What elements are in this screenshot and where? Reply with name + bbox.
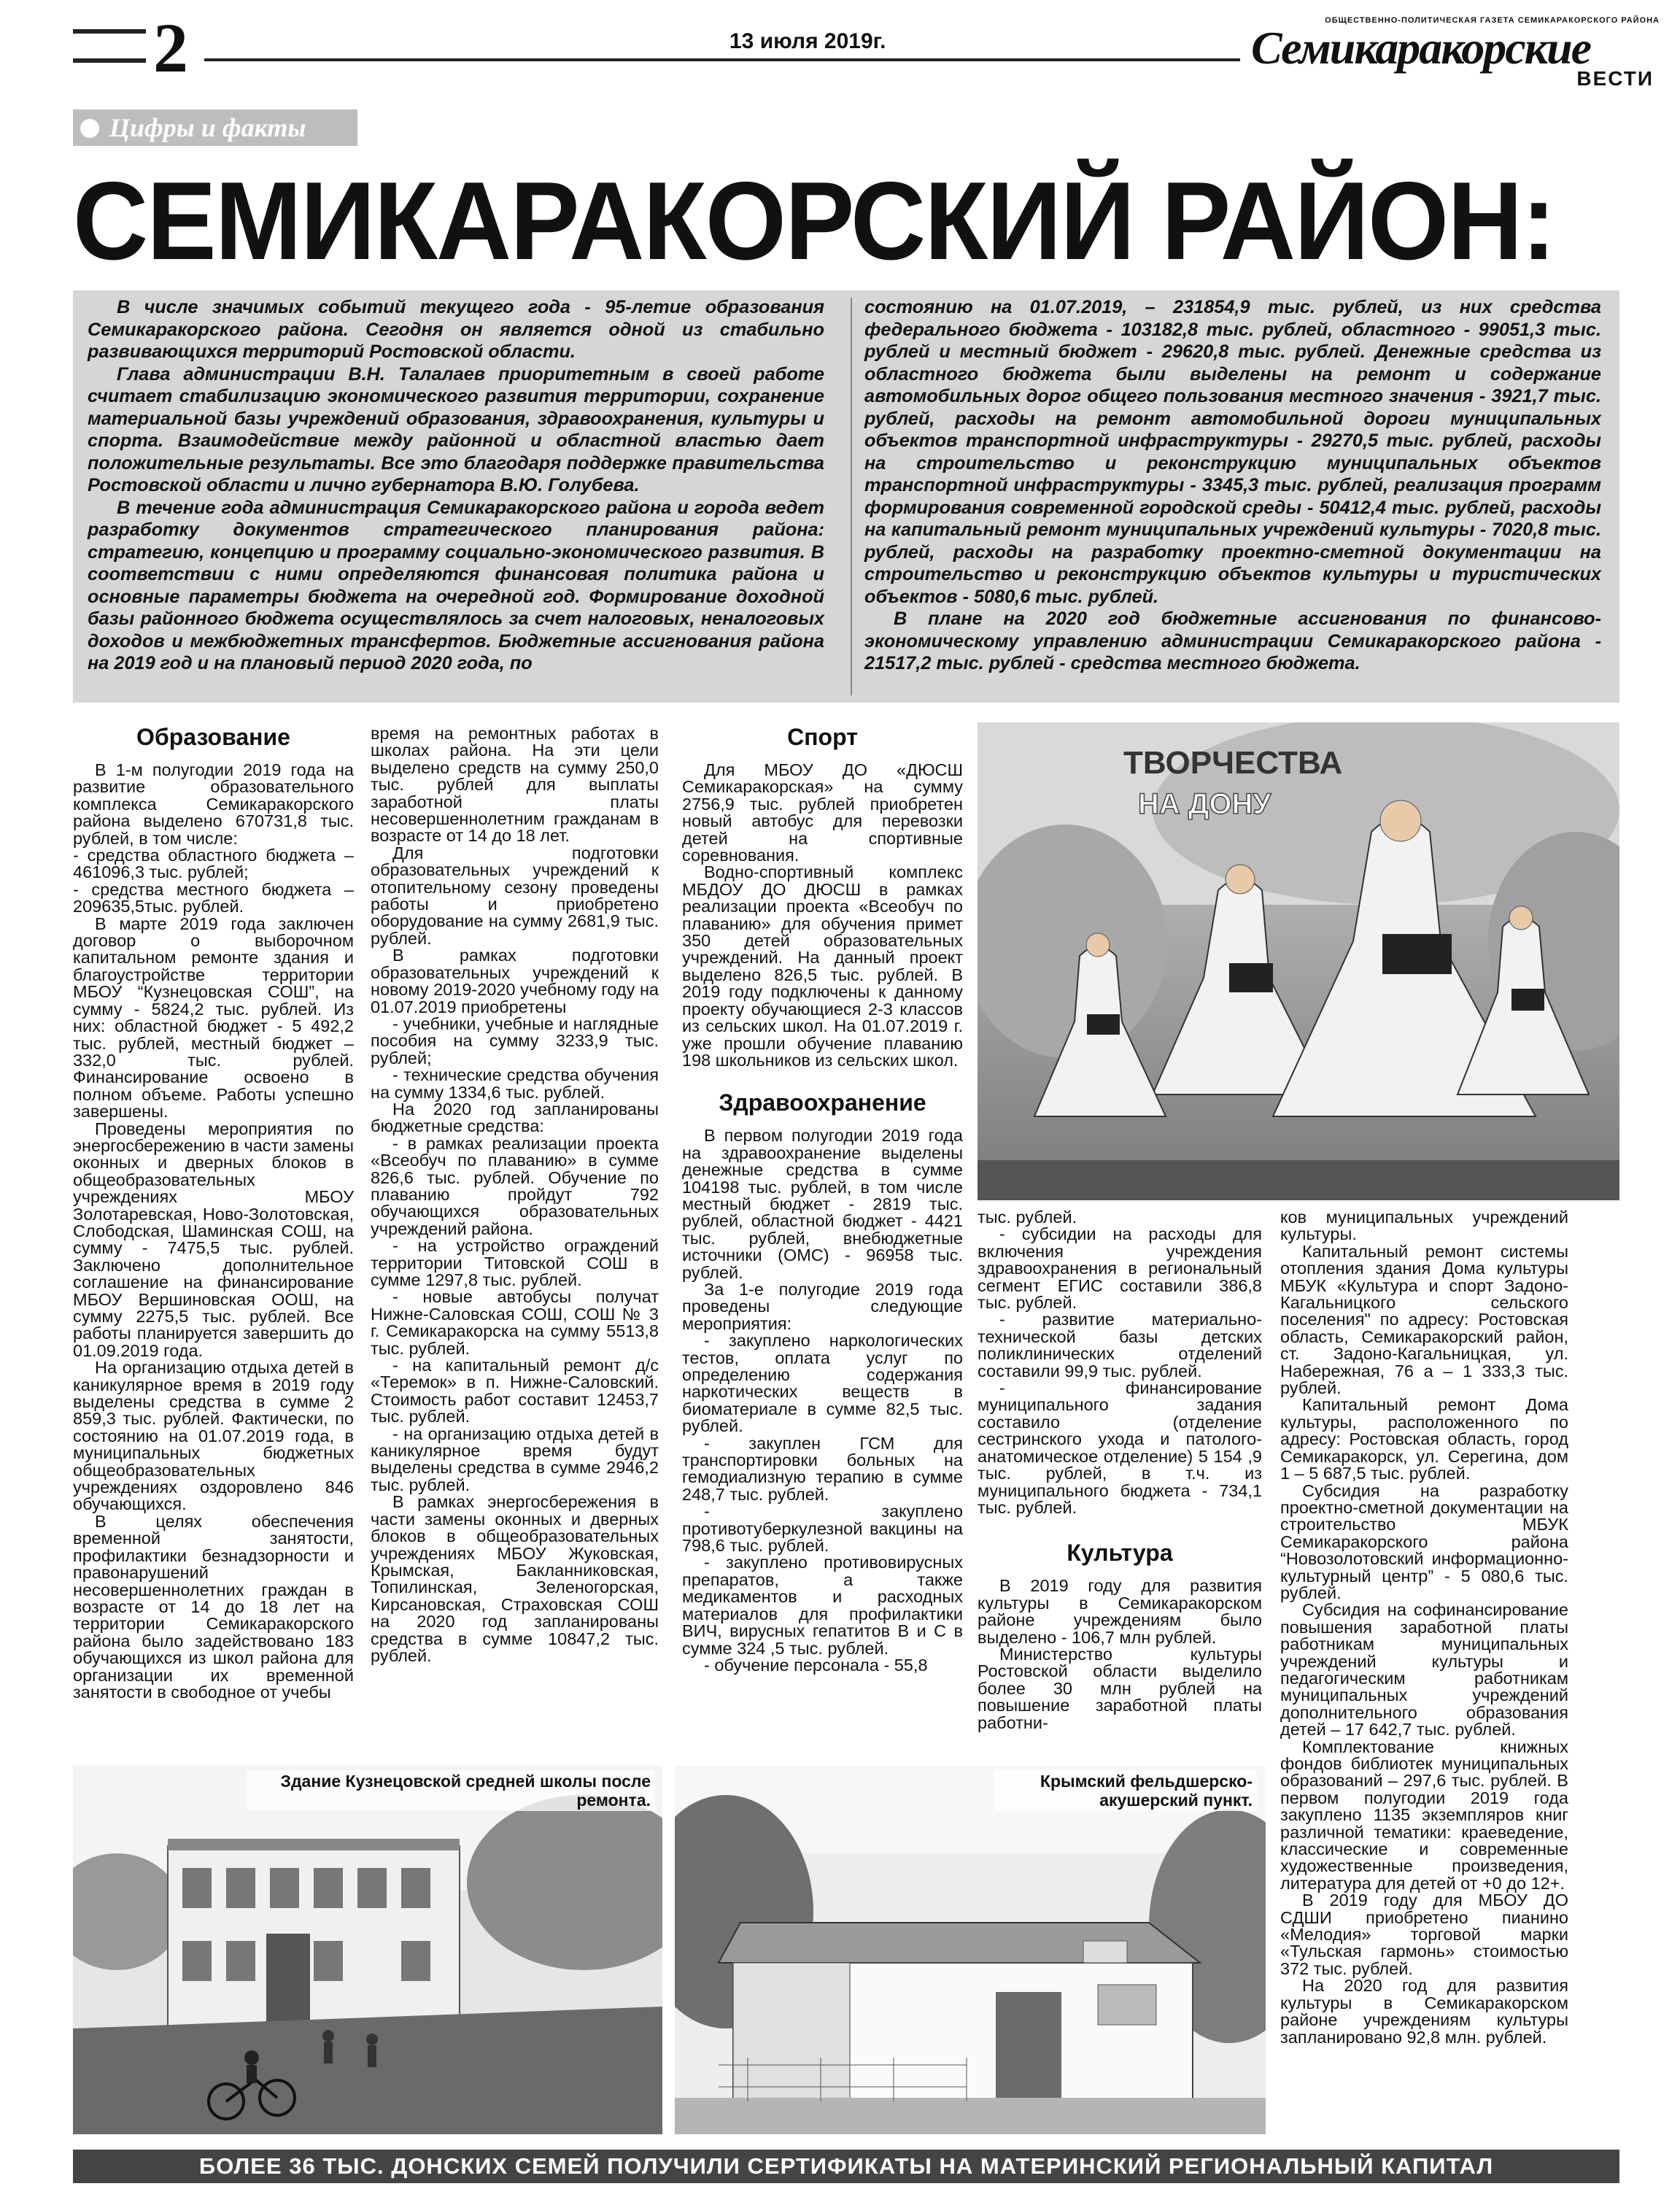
article-paragraph: Субсидия на софинансирование повышения заработной платы работникам муниципальных учреждений культуры и педагогическим работникам муниципальных учреждений дополнительного образования детей – 17 642,7 тыс. рублей. [1280, 1600, 1568, 1740]
lead-paragraph: В плане на 2020 год бюджетные ассигнования по финансово-экономическому управлению администрации Семикаракорского района - 21517,2 тыс. рублей - средства местного бюджета. [864, 609, 1601, 673]
article-paragraph: В рамках подготовки образовательных учреждений к новому 2019-2020 учебному году на 01.07.2019 приобретены [371, 946, 659, 1016]
article-paragraph: В марте 2019 года заключен договор о выборочном капитальном ремонте здания и благоустройстве территории МБОУ “Кузнецовская СОШ”, на сумму - 5824,2 тыс. рублей. Из них: областной бюджет - 5 492,2 тыс. рублей, местный бюджет – 332,0 тыс. рублей. Финансирование освоено в полном объеме. Работы успешно завершены. [73, 914, 354, 1121]
school-photo-caption: Здание Кузнецовской средней школы после ремонта. [247, 1770, 655, 1811]
header-rule-left [73, 29, 146, 34]
article-paragraph: - субсидии на расходы для включения учреждения здравоохранения в региональный сегмент ЕГИС составили 386,8 тыс. рублей. [978, 1224, 1262, 1313]
rubric-label: Цифры и факты [73, 109, 357, 146]
dance-photo-image [978, 722, 1619, 1200]
section-title-sport: Спорт [787, 724, 858, 750]
article-paragraph: - на капитальный ремонт д/с «Теремок» в п. Нижне-Саловский. Стоимость работ составит 12453,7 тыс. рублей. [371, 1356, 659, 1426]
masthead-name: Семикаракорские [1251, 22, 1591, 74]
fap-photo [675, 1766, 1266, 2134]
article-paragraph: ков муниципальных учреждений культуры. [1280, 1208, 1568, 1244]
header-rule-left-2 [73, 58, 146, 63]
article-paragraph: Капитальный ремонт системы отопления здания Дома культуры МБУК «Культура и спорт Задоно-Кагальницкого сельского поселения" по адресу: Ростовская область, Семикаракорский район, ст. Задоно-Кагальницкая, ул. Набережная, 76 а – 1 333,3 тыс. рублей. [1280, 1241, 1568, 1398]
article-paragraph: Для подготовки образовательных учреждений к отопительному сезону проведены работы и приобретено оборудование на сумму 2681,9 тыс. рублей. [371, 843, 659, 948]
culture-column [1280, 1209, 1568, 2046]
article-paragraph: - технические средства обучения на сумму 1334,6 тыс. рублей. [371, 1065, 659, 1102]
article-paragraph: На 2020 год для развития культуры в Семикаракорском районе учреждениям культуры запланировано 92,8 млн. рублей. [1280, 1976, 1568, 2047]
article-paragraph: На организацию отдыха детей в каникулярное время в 2019 году выделены средства в сумме 2 859,3 тыс. рублей. Фактически, по состоянию на 01.07.2019 года, в муниципальных бюджетных общеобразовательных учреждениях оздоровлено 846 обучающихся. [73, 1358, 354, 1514]
school-photo-image [73, 1766, 662, 2134]
fap-photo-image [675, 1766, 1266, 2134]
article-paragraph: - на устройство ограждений территории Титовской СОШ в сумме 1297,8 тыс. рублей. [371, 1236, 659, 1289]
article-paragraph: Для МБОУ ДО «ДЮСШ Семикаракорская» на сумму 2756,9 тыс. рублей приобретен новый автобус для перевозки детей на спортивные соревнования. [682, 760, 963, 865]
article-paragraph: В целях обеспечения временной занятости, профилактики безнадзорности и правонарушений несовершеннолетних граждан в возрасте от 14 до 18 лет на территории Семикаракорского района было задействовано 183 обучающихся из школ района для организации их временной занятости в свободное от учебы [73, 1511, 354, 1702]
article-paragraph: Капитальный ремонт Дома культуры, расположенного по адресу: Ростовская область, город Семикаракорск, ул. Серегина, дом 1 – 5 687,5 тыс. рублей. [1280, 1395, 1568, 1483]
masthead [1251, 16, 1660, 89]
article-paragraph: - закуплено наркологических тестов, оплата услуг по определению содержания наркотических веществ в биоматериале в сумме 82,5 тыс. рублей. [682, 1331, 963, 1436]
article-paragraph: - учебники, учебные и наглядные пособия на сумму 3233,9 тыс. рублей; [371, 1014, 659, 1068]
section-title-culture: Культура [1067, 1540, 1173, 1567]
lead-paragraph: В течение года администрация Семикаракорского района и города ведет разработку документов стратегического планирования района: стратегию, концепцию и программу социально-экономического развития. В соответствии с ними определяются финансовая политика района и основные параметры бюджета на очередной год. Формирование доходной базы районного бюджета осуществлялось за счет налоговых, неналоговых доходов и межбюджетных трансфертов. Бюджетные ассигнования района на 2019 год и на плановый период 2020 года, по [88, 497, 824, 673]
article-paragraph: - финансирование муниципального задания составило (отделение сестринского ухода и патолого-анатомическое отделение) 5 154 ,9 тыс. рублей, в т.ч. из муниципального бюджета - 734,1 тыс. рублей. [978, 1378, 1262, 1517]
issue-date: 13 июля 2019г. [729, 29, 886, 53]
article-paragraph: Комплектование книжных фондов библиотек муниципальных образований – 297,6 тыс. рублей. В первом полугодии 2019 года закуплено 1135 экземпляров книг различной тематики: краеведение, классические и современные художественные произведения, литература для детей от +0 до 12+. [1280, 1737, 1568, 1893]
section-title-health: Здравоохранение [719, 1089, 926, 1116]
fap-photo-caption: Крымский фельдшерско-акушерский пункт. [994, 1770, 1257, 1811]
lead-paragraph: Глава администрации В.Н. Талалаев приоритетным в своей работе считает стабилизацию экономического развития территории, сохранение материальной базы учреждений образования, здравоохранения, культуры и спорта. Взаимодействие между районной и областной властью дает положительные результаты. Все это благодаря поддержке правительства Ростовской области и лично губернатора В.Ю. Голубева. [88, 363, 824, 495]
article-paragraph: - на организацию отдыха детей в каникулярное время будут выделены средства в сумме 2946,2 тыс. рублей. [371, 1424, 659, 1494]
dance-photo [978, 722, 1619, 1200]
sport-health-column [682, 722, 963, 1674]
masthead-tagline: ОБЩЕСТВЕННО-ПОЛИТИЧЕСКАЯ ГАЗЕТА СЕМИКАРАКОРСКОГО РАЙОНА [1325, 16, 1660, 25]
article-paragraph: Водно-спортивный комплекс МБДОУ ДО ДЮСШ в рамках реализации проекта «Всеобуч по плаванию» для обучения примет 350 детей образовательных учреждений. На данный проект выделено 826,5 тыс. рублей. В 2019 году подключены к данному проекту обучающиеся 2-3 классов из сельских школ. На 01.07.2019 г. уже прошли обучение плаванию 198 школьников из сельских школ. [682, 862, 963, 1070]
article-paragraph: - закуплен ГСМ для транспортировки больных на гемодиализную терапию в сумме 248,7 тыс. рублей. [682, 1433, 963, 1504]
banner-text-2: НА ДОНУ [1138, 788, 1271, 820]
education-column-continued [371, 725, 659, 1664]
section-title-education: Образование [136, 724, 290, 750]
rubric-bullet-icon [80, 119, 99, 138]
article-paragraph: - обучение персонала - 55,8 [704, 1655, 928, 1675]
article-paragraph: - развитие материально-технической базы детских поликлинических отделений составили 99,9 тыс. рублей. [978, 1310, 1262, 1381]
article-paragraph: время на ремонтных работах в школах района. На эти цели выделено средств на сумму 250,0 тыс. рублей для выплаты заработной платы несовершеннолетним гражданам в возрасте от 14 до 18 лет. [371, 724, 659, 846]
article-paragraph: Субсидия на разработку проектно-сметной документации на строительство МБУК Семикаракорского района “Новозолотовский информационно-культурный центр” - 5 080,6 тыс. рублей. [1280, 1480, 1568, 1602]
lead-right-column [864, 296, 1601, 675]
article-paragraph: - новые автобусы получат Нижне-Саловская СОШ, СОШ № 3 г. Семикаракорска на сумму 5513,8 тыс. рублей. [371, 1287, 659, 1358]
article-paragraph: - средства областного бюджета – 461096,3 тыс. рублей; [73, 846, 354, 882]
lead-left-column [88, 296, 824, 675]
article-paragraph: - в рамках реализации проекта «Всеобуч по плаванию» в сумме 826,6 тыс. рублей. Обучение по плаванию пройдут 792 обучающихся образовательных учреждений района. [371, 1133, 659, 1238]
banner-text-1: ТВОРЧЕСТВА [1123, 745, 1343, 781]
article-paragraph: В 1-м полугодии 2019 года на развитие образовательного комплекса Семикаракорского района выделено 670731,8 тыс. рублей, в том числе: [73, 760, 354, 848]
page-number: 2 [153, 9, 188, 87]
health-culture-column [978, 1209, 1262, 1731]
school-photo [73, 1766, 662, 2134]
masthead-vesti: ВЕСТИ [1576, 67, 1654, 90]
education-column [73, 722, 354, 1701]
article-paragraph: За 1-е полугодие 2019 года проведены следующие мероприятия: [682, 1279, 963, 1333]
lead-paragraph: состоянию на 01.07.2019, – 231854,9 тыс. рублей, из них средства федерального бюджета - 103182,8 тыс. рублей, областного - 99051,3 тыс. рублей и местный бюджет - 29620,8 тыс. рублей. Денежные средства из областного бюджета были выделены на ремонт и содержание автомобильных дорог общего пользования местного значения - 3921,7 тыс. рублей, расходы на ремонт автомобильной дороги муниципальных объектов транспортной инфраструктуры - 29270,5 тыс. рублей, расходы на строительство и реконструкцию муниципальных объектов транспортной инфраструктуры - 3345,3 тыс. рублей, реализация программ формирования современной городской среды - 50412,4 тыс. рублей, расходы на капитальный ремонт муниципальных учреждений культуры - 7020,8 тыс. рублей, расходы на разработку проектно-сметной документации на строительство и реконструкцию объектов культуры и туристических объектов - 5080,6 тыс. рублей. [864, 297, 1601, 607]
article-paragraph: В 2019 году для развития культуры в Семикаракорском районе учреждениям было выделено - 106,7 млн рублей. [978, 1576, 1262, 1647]
article-paragraph: - средства местного бюджета – 209635,5тыс. рублей. [73, 879, 354, 916]
article-paragraph: На 2020 год запланированы бюджетные средства: [371, 1099, 659, 1136]
lead-paragraph: В числе значимых событий текущего года - 95-летие образования Семикаракорского района. Сегодня он является одной из стабильно развивающихся территорий Ростовской области. [88, 297, 824, 362]
article-paragraph: Проведены мероприятия по энергосбережению в части замены оконных и дверных блоков в общеобразовательных учреждениях МБОУ Золотаревская, Ново-Золотовская, Слободская, Шаминская СОШ, на сумму - 7475,5 тыс. рублей. Заключено дополнительное соглашение на финансирование МБОУ Вершиновская ООШ, на сумму 2275,5 тыс. рублей. Все работы планируется завершить до 01.09.2019 года. [73, 1119, 354, 1360]
lead-box [73, 290, 1619, 703]
article-paragraph: тыс. рублей. [978, 1208, 1077, 1227]
header-rule-mid [204, 58, 1240, 61]
article-paragraph: В первом полугодии 2019 года на здравоохранение выделены денежные средства в сумме 104198 тыс. рублей, в том числе местный бюджет - 2819 тыс. рублей, областной бюджет - 4421 тыс. рублей, внебюджетные источники (ОМС) - 96958 тыс. рублей. [682, 1126, 963, 1282]
article-paragraph: - закуплено противотуберкулезной вакцины на 798,6 тыс. рублей. [682, 1502, 963, 1556]
bottom-banner: БОЛЕЕ 36 ТЫС. ДОНСКИХ СЕМЕЙ ПОЛУЧИЛИ СЕРТИФИКАТЫ НА МАТЕРИНСКИЙ РЕГИОНАЛЬНЫЙ КАПИТАЛ [73, 2150, 1619, 2183]
article-paragraph: В рамках энергосбережения в части замены оконных и дверных блоков в общеобразовательных учреждениях МБОУ Жуковская, Крымская, Бакланниковская, Топилинская, Зеленогорская, Кирсановская, Страховская СОШ на 2020 год запланированы средства в сумме 10847,2 тыс. рублей. [371, 1492, 659, 1665]
lead-divider [851, 298, 852, 695]
article-paragraph: В 2019 году для МБОУ ДО СДШИ приобретено пианино «Мелодия» торговой марки «Тульская гармонь» стоимостью 372 тыс. рублей. [1280, 1891, 1568, 1978]
page-title: СЕМИКАРАКОРСКИЙ РАЙОН: [73, 159, 1555, 283]
article-paragraph: - закуплено противовирусных препаратов, а также медикаментов и расходных материалов для профилактики ВИЧ, вирусных гепатитов В и С в сумме 324 ,5 тыс. рублей. [682, 1553, 963, 1658]
article-paragraph: Министерство культуры Ростовской области выделило более 30 млн рублей на повышение заработной платы работни- [978, 1644, 1262, 1732]
